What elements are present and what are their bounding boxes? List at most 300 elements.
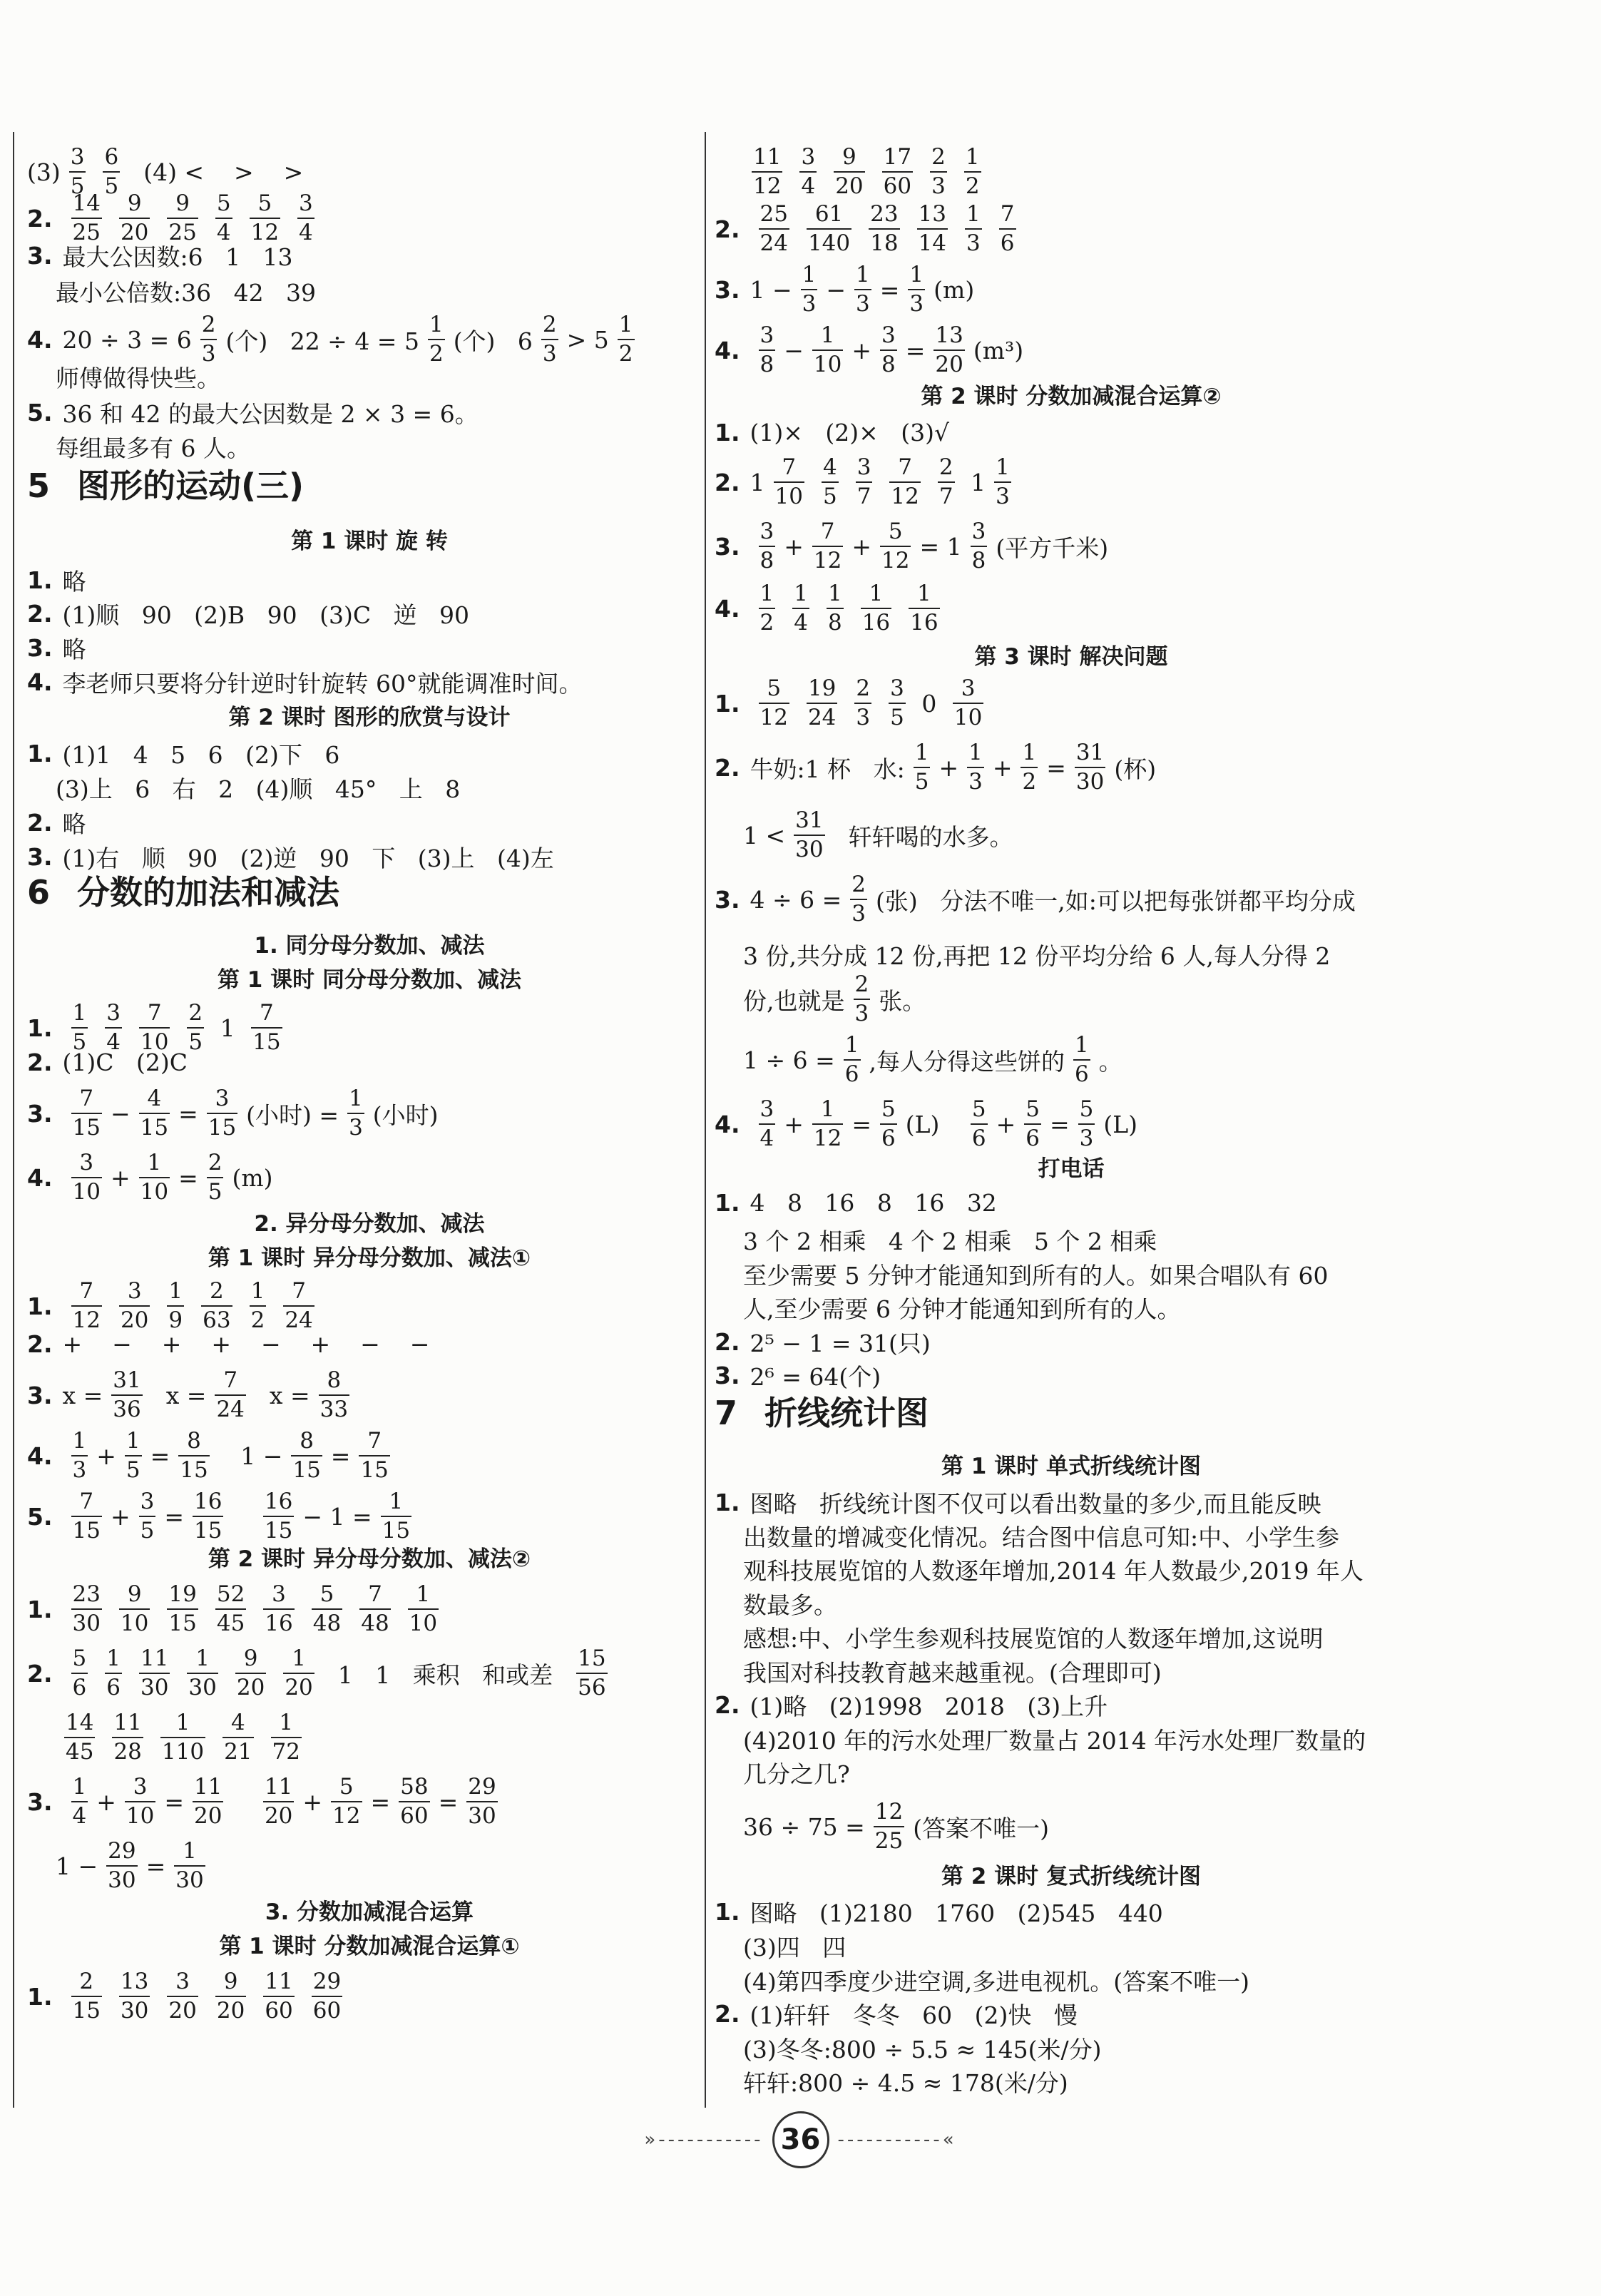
numerator: 1 <box>914 740 929 765</box>
answer-text: + <box>302 1787 323 1816</box>
numerator: 2 <box>542 312 557 337</box>
item-number: 3. <box>27 843 53 871</box>
fraction <box>999 203 1016 255</box>
answer-line <box>27 1712 310 1763</box>
answer-text: = <box>851 1110 871 1138</box>
fraction <box>119 1971 150 2022</box>
denominator: 3 <box>854 703 871 729</box>
answer-line <box>27 1330 429 1358</box>
answer-text: (4)第四季度少进空调,多进电视机。(答案不唯一) <box>743 1968 1249 1996</box>
denominator: 8 <box>880 349 897 376</box>
numerator: 7 <box>1000 201 1015 227</box>
item-number: 3. <box>27 634 53 662</box>
answer-text <box>232 1503 254 1531</box>
answer-line <box>715 1895 1163 1929</box>
numerator: 5 <box>257 190 272 216</box>
fraction <box>283 1280 314 1332</box>
numerator: 14 <box>72 190 101 216</box>
fraction <box>139 1491 156 1542</box>
section-heading: 第 1 课时 分数加减混合运算① <box>219 1934 520 1959</box>
denominator: 30 <box>466 1801 497 1827</box>
denominator: 3 <box>1078 1123 1095 1150</box>
denominator: 20 <box>283 1673 314 1699</box>
item-number: 1. <box>715 689 740 718</box>
denominator: 6 <box>971 1123 988 1150</box>
denominator: 6 <box>71 1673 88 1699</box>
fraction <box>822 456 839 508</box>
numerator: 1 <box>389 1489 404 1514</box>
fraction <box>167 1971 198 2022</box>
fraction <box>71 1971 102 2022</box>
denominator: 15 <box>71 1516 102 1542</box>
item-number: 1. <box>715 1898 740 1926</box>
numerator: 9 <box>175 190 190 216</box>
fraction <box>193 1491 223 1542</box>
denominator: 20 <box>119 1305 150 1332</box>
answer-text: 2⁵ − 1 = 31(只) <box>750 1330 931 1357</box>
numerator: 5 <box>971 1096 986 1122</box>
answer-line <box>715 1997 1078 2031</box>
denominator: 2 <box>759 608 776 634</box>
denominator: 5 <box>139 1516 156 1542</box>
answer-line <box>27 1088 439 1139</box>
fraction <box>139 1648 170 1699</box>
answer-text: + <box>110 1502 131 1531</box>
answer-text: 4 ÷ 6 = <box>750 885 842 914</box>
numerator: 3 <box>890 675 904 701</box>
answer-text: = <box>164 1502 184 1531</box>
numerator: 12 <box>874 1799 904 1825</box>
fraction <box>938 456 955 508</box>
fraction <box>187 1002 204 1053</box>
chapter-title: 折线统计图 <box>764 1394 929 1432</box>
numerator: 15 <box>578 1646 606 1671</box>
fraction <box>807 203 851 255</box>
denominator: 8 <box>759 546 776 572</box>
answer-line <box>27 190 323 245</box>
answer-line <box>27 806 86 840</box>
answer-text: (3) <box>27 158 61 186</box>
answer-text: 几分之几? <box>743 1760 850 1788</box>
denominator: 60 <box>882 171 913 198</box>
item-number: 1. <box>715 1189 740 1217</box>
denominator: 6 <box>1073 1059 1090 1086</box>
denominator: 2 <box>618 339 635 365</box>
numerator: 11 <box>140 1646 169 1671</box>
numerator: 2 <box>938 454 953 480</box>
answer-text: 1 <box>213 1014 243 1042</box>
section-heading: 第 2 课时 异分母分数加、减法② <box>208 1546 531 1572</box>
numerator: 3 <box>79 1150 94 1175</box>
numerator: 1 <box>856 262 870 287</box>
answer-text: − 1 = <box>302 1502 372 1531</box>
fraction <box>934 322 964 377</box>
numerator: 58 <box>400 1774 429 1800</box>
numerator: 29 <box>312 1969 342 1994</box>
answer-text: x = <box>62 1381 103 1409</box>
denominator: 2 <box>428 339 445 365</box>
section-heading: 第 1 课时 异分母分数加、减法① <box>208 1245 531 1271</box>
denominator: 15 <box>71 1996 102 2022</box>
item-number: 2. <box>715 2000 740 2028</box>
fraction <box>914 742 931 793</box>
numerator: 3 <box>971 519 986 544</box>
numerator: 31 <box>795 807 824 833</box>
answer-line <box>27 360 220 394</box>
numerator: 9 <box>842 144 856 170</box>
denominator: 8 <box>827 608 844 634</box>
denominator: 4 <box>799 171 817 198</box>
numerator: 4 <box>147 1086 162 1111</box>
denominator: 12 <box>880 546 911 572</box>
fraction <box>880 322 897 377</box>
section-heading: 打电话 <box>1038 1156 1105 1182</box>
fraction <box>774 456 804 508</box>
answer-text: 李老师只要将分针逆时针旋转 60°就能调准时间。 <box>62 670 583 698</box>
fraction <box>235 1648 266 1699</box>
numerator: 9 <box>223 1969 238 1994</box>
numerator: 2 <box>79 1969 94 1994</box>
fraction <box>263 1583 294 1635</box>
denominator: 110 <box>160 1737 205 1763</box>
numerator: 1 <box>168 1278 183 1304</box>
fraction <box>880 1098 897 1150</box>
section-heading: 第 2 课时 图形的欣赏与设计 <box>228 705 511 730</box>
fraction <box>466 1776 497 1827</box>
answer-line <box>715 521 1108 572</box>
fraction <box>812 322 843 377</box>
fraction <box>856 456 873 508</box>
numerator: 11 <box>265 1969 293 1994</box>
fraction <box>71 190 102 245</box>
answer-line <box>715 1291 1180 1325</box>
fraction <box>167 1583 198 1635</box>
answer-text: 轩轩喝的水多。 <box>833 822 1013 851</box>
answer-text: = <box>164 1787 184 1816</box>
numerator: 1 <box>844 1032 859 1058</box>
denominator: 3 <box>71 1455 88 1481</box>
numerator: 2 <box>856 675 871 701</box>
fraction <box>1073 1034 1090 1086</box>
item-number: 3. <box>27 1099 53 1128</box>
answer-text: 张。 <box>879 986 926 1015</box>
item-number: 1. <box>715 419 740 447</box>
fraction <box>854 675 871 730</box>
numerator: 31 <box>1075 740 1105 765</box>
fraction <box>71 1152 102 1203</box>
numerator: 3 <box>961 675 976 701</box>
denominator: 3 <box>200 339 218 365</box>
answer-text: (1)顺 90 (2)B 90 (3)C 逆 90 <box>62 601 470 629</box>
numerator: 1 <box>183 1838 197 1864</box>
fraction <box>381 1491 411 1542</box>
item-number: 2. <box>715 468 740 496</box>
fraction <box>874 1801 904 1852</box>
answer-text: + <box>851 336 871 364</box>
fraction <box>215 190 232 245</box>
denominator: 4 <box>215 218 232 244</box>
fraction <box>103 146 120 198</box>
answer-text: = <box>879 275 900 304</box>
denominator: 20 <box>834 171 864 198</box>
numerator: 7 <box>79 1278 94 1304</box>
denominator: 20 <box>263 1801 294 1827</box>
answer-text: − <box>784 336 804 364</box>
numerator: 2 <box>210 1278 224 1304</box>
numerator: 16 <box>194 1489 222 1514</box>
chapter-number: 6 <box>27 873 51 912</box>
fraction <box>759 322 776 377</box>
denominator: 15 <box>71 1113 102 1139</box>
numerator: 6 <box>104 144 119 170</box>
numerator: 3 <box>759 322 774 348</box>
fraction <box>812 521 843 572</box>
fraction <box>618 314 635 365</box>
answer-line <box>715 146 990 198</box>
denominator: 3 <box>994 481 1011 508</box>
denominator: 6 <box>1024 1123 1041 1150</box>
numerator: 1 <box>349 1086 363 1111</box>
fraction <box>215 1583 246 1635</box>
fraction <box>801 264 818 315</box>
numerator: 2 <box>851 872 866 897</box>
fraction <box>111 1369 142 1421</box>
answer-line <box>715 675 992 730</box>
answer-line <box>715 1325 931 1359</box>
answer-text: (答案不唯一) <box>913 1814 1049 1842</box>
fraction <box>953 675 983 730</box>
fraction <box>193 1776 223 1827</box>
denominator: 21 <box>222 1737 253 1763</box>
numerator: 1 <box>72 1428 87 1454</box>
item-number: 4. <box>27 668 53 696</box>
fraction <box>347 1088 364 1139</box>
fraction <box>71 1002 88 1053</box>
denominator: 24 <box>759 228 789 255</box>
numerator: 5 <box>1079 1096 1094 1122</box>
answer-line <box>27 1583 447 1635</box>
fraction <box>1078 1098 1095 1150</box>
denominator: 3 <box>967 767 984 793</box>
answer-text: 略 <box>62 568 86 596</box>
answer-line <box>27 563 86 597</box>
answer-text: 1 1 乘积 和或差 <box>322 1660 568 1689</box>
fraction <box>312 1971 342 2022</box>
numerator: 7 <box>782 454 797 480</box>
numerator: 5 <box>881 1096 896 1122</box>
fraction <box>752 146 782 198</box>
answer-text: (1)略 (2)1998 2018 (3)上升 <box>750 1693 1108 1720</box>
answer-line <box>27 737 339 770</box>
denominator: 12 <box>331 1801 362 1827</box>
fraction <box>222 1712 253 1763</box>
answer-text: = <box>178 1163 198 1192</box>
answer-line <box>715 1929 846 1963</box>
numerator: 1 <box>106 1646 121 1671</box>
denominator: 5 <box>207 1177 224 1203</box>
item-number: 2. <box>715 1328 740 1356</box>
answer-text: (L) <box>1103 1110 1138 1138</box>
denominator: 10 <box>119 1608 150 1635</box>
denominator: 3 <box>965 228 982 255</box>
item-number: 2. <box>27 1659 53 1688</box>
denominator: 72 <box>271 1737 302 1763</box>
fraction <box>792 583 809 634</box>
item-number: 2. <box>27 600 53 628</box>
fraction <box>71 1280 102 1332</box>
numerator: 9 <box>243 1646 258 1671</box>
answer-text: − <box>826 275 846 304</box>
denominator: 10 <box>71 1177 102 1203</box>
answer-text: + <box>938 753 959 782</box>
fraction <box>408 1583 439 1635</box>
fraction <box>283 1648 314 1699</box>
fraction <box>854 264 871 315</box>
item-number: 3. <box>715 275 740 304</box>
item-number: 1. <box>27 1292 53 1320</box>
fraction <box>312 1583 342 1635</box>
numerator: 2 <box>188 1000 203 1026</box>
denominator: 15 <box>167 1608 198 1635</box>
numerator: 19 <box>807 675 837 701</box>
numerator: 19 <box>168 1581 197 1607</box>
numerator: 4 <box>230 1710 245 1735</box>
denominator: 8 <box>759 349 776 376</box>
fraction <box>854 971 871 1026</box>
answer-line <box>715 203 1025 255</box>
item-number: 1. <box>27 1982 53 2011</box>
numerator: 1 <box>759 581 774 606</box>
fraction <box>139 1002 170 1053</box>
denominator: 5 <box>71 1027 88 1053</box>
numerator: 11 <box>194 1774 222 1800</box>
answer-text: 牛奶:1 杯 水: <box>750 755 905 783</box>
answer-text: (平方千米) <box>996 534 1109 562</box>
answer-line <box>27 1648 616 1699</box>
denominator: 63 <box>201 1305 232 1332</box>
section-heading: 1. 同分母分数加、减法 <box>254 933 485 959</box>
fraction <box>399 1776 429 1827</box>
answer-text: x = <box>254 1381 310 1409</box>
fraction <box>576 1648 607 1699</box>
answer-text: 1 < <box>743 821 786 849</box>
fraction <box>889 456 920 508</box>
fraction <box>125 1776 155 1827</box>
fraction <box>428 314 445 365</box>
answer-text: (1)右 顺 90 (2)逆 90 下 (3)上 (4)左 <box>62 845 554 872</box>
numerator: 2 <box>201 312 216 337</box>
denominator: 7 <box>938 481 955 508</box>
fraction <box>160 1712 205 1763</box>
denominator: 5 <box>914 767 931 793</box>
numerator: 8 <box>187 1428 201 1454</box>
answer-text: − <box>110 1099 131 1128</box>
denominator: 10 <box>774 481 804 508</box>
numerator: 1 <box>618 312 633 337</box>
numerator: 3 <box>133 1774 148 1800</box>
numerator: 5 <box>888 519 903 544</box>
item-number: 4. <box>715 594 740 623</box>
answer-line <box>715 1189 997 1217</box>
answer-text: (1)C (2)C <box>62 1048 188 1076</box>
answer-text: + <box>110 1163 131 1192</box>
fraction <box>125 1430 142 1481</box>
denominator: 3 <box>347 1113 364 1139</box>
denominator: 15 <box>193 1516 223 1542</box>
fraction <box>971 521 988 572</box>
denominator: 12 <box>812 1123 843 1150</box>
answer-line <box>27 771 460 805</box>
numerator: 5 <box>319 1581 334 1607</box>
answer-line <box>715 1223 1157 1257</box>
answer-line <box>27 1280 323 1332</box>
denominator: 24 <box>283 1305 314 1332</box>
denominator: 24 <box>807 703 837 729</box>
answer-line <box>715 456 1020 508</box>
answer-line <box>27 665 582 699</box>
numerator: 1 <box>72 1774 87 1800</box>
denominator: 18 <box>869 228 899 255</box>
denominator: 30 <box>119 1996 150 2022</box>
section-heading: 第 2 课时 复式折线统计图 <box>941 1864 1201 1889</box>
fraction <box>850 874 867 925</box>
denominator: 6 <box>844 1059 861 1086</box>
answer-text: = <box>178 1099 198 1128</box>
numerator: 23 <box>870 201 899 227</box>
numerator: 7 <box>820 519 835 544</box>
answer-line <box>715 1257 1328 1291</box>
numerator: 8 <box>327 1367 342 1393</box>
numerator: 3 <box>299 190 313 216</box>
numerator: 1 <box>147 1150 162 1175</box>
chapter-number: 5 <box>27 466 51 505</box>
fraction <box>861 583 891 634</box>
answer-text: 最小公倍数:36 42 39 <box>56 279 317 307</box>
fraction <box>71 1088 102 1139</box>
answer-line <box>27 239 293 272</box>
answer-line <box>715 1655 1162 1688</box>
denominator: 9 <box>167 1305 184 1332</box>
numerator: 3 <box>759 519 774 544</box>
answer-text: 0 <box>914 689 944 718</box>
denominator: 45 <box>64 1737 95 1763</box>
denominator: 3 <box>801 289 818 315</box>
denominator: 20 <box>167 1996 198 2022</box>
answer-line <box>715 322 1024 377</box>
answer-text: > 5 <box>566 325 609 354</box>
fraction <box>965 203 982 255</box>
fraction <box>834 146 864 198</box>
answer-line <box>27 396 479 429</box>
answer-line <box>715 742 1156 793</box>
fraction <box>359 1430 389 1481</box>
numerator: 13 <box>918 201 947 227</box>
item-number: 1. <box>715 1489 740 1516</box>
fraction <box>807 675 837 730</box>
numerator: 1 <box>416 1581 431 1607</box>
denominator: 10 <box>812 349 843 376</box>
answer-line <box>27 631 86 665</box>
numerator: 7 <box>260 1000 274 1026</box>
answer-text: 观科技展览馆的人数逐年增加,2014 年人数最少,2019 年人 <box>743 1557 1364 1585</box>
answer-text: + <box>96 1787 116 1816</box>
numerator: 1 <box>909 262 924 287</box>
answer-text: (3)四 四 <box>743 1934 846 1961</box>
answer-text: (4) < > > <box>128 158 304 186</box>
denominator: 5 <box>889 703 906 729</box>
fraction <box>167 1280 184 1332</box>
denominator: 60 <box>263 1996 294 2022</box>
